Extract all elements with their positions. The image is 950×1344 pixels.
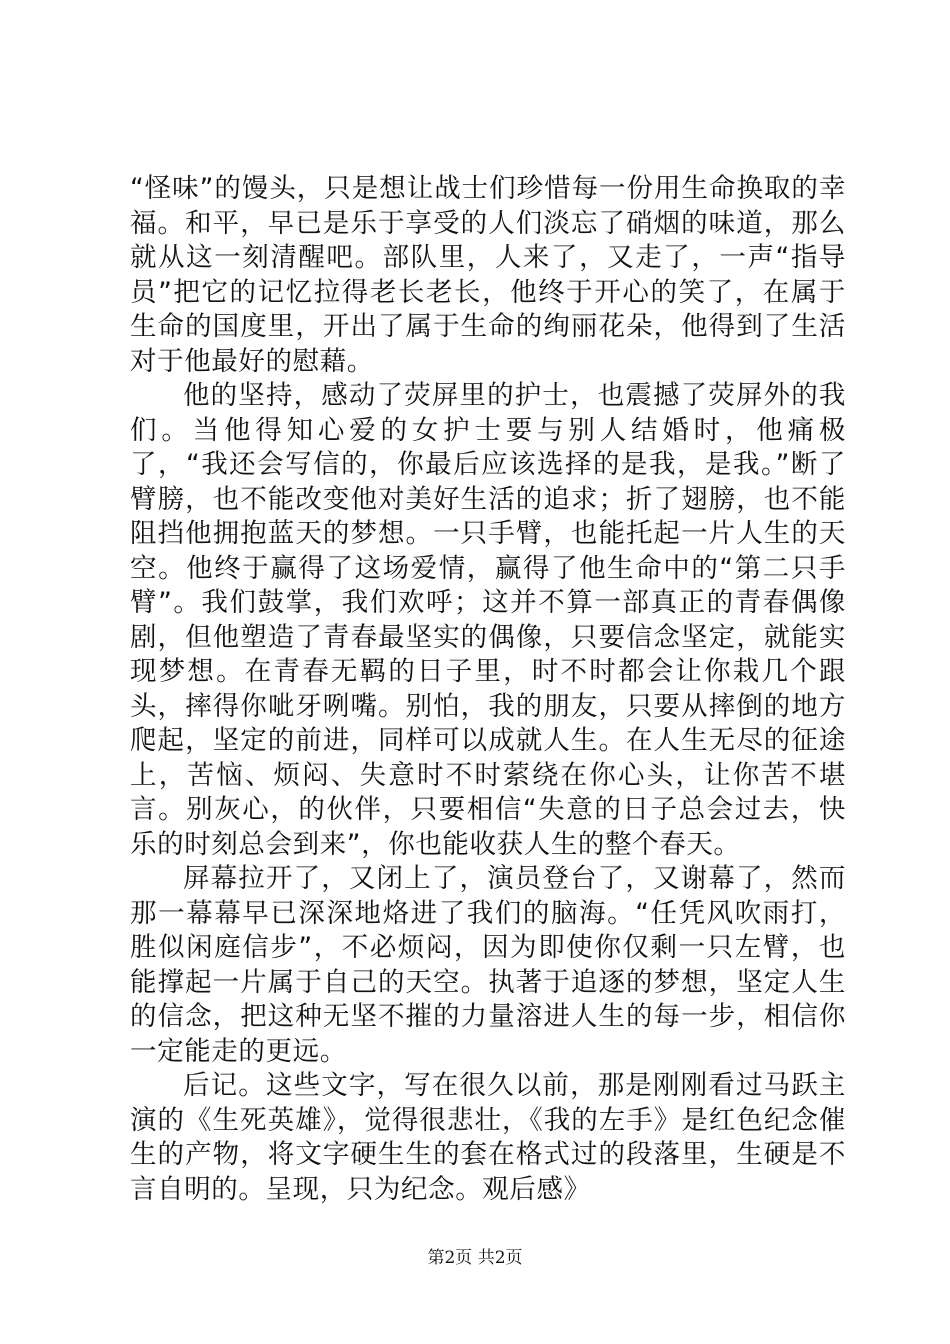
- paragraph-continuation: “怪味”的馒头，只是想让战士们珍惜每一份用生命换取的幸福。和平，早已是乐于享受的人们淡忘了硝烟的味道，那么就从这一刻清醒吧。部队里，人来了，又走了，一声“指导员”把它的记忆拉得老长老长，他终于开心的笑了，在属于生命的国度里，开出了属于生命的绚丽花朵，他得到了生活对于他最好的慰藉。: [130, 173, 846, 377]
- page-number-label: 第2页 共2页: [427, 1248, 523, 1268]
- paragraph-afterword: 后记。这些文字，写在很久以前，那是刚刚看过马跃主演的《生死英雄》，觉得很悲壮，《我的左手》是红色纪念催生的产物，将文字硬生生的套在格式过的段落里，生硬是不言自明的。呈现，只为纪念。观后感》: [130, 1070, 846, 1205]
- paragraph-curtain: 屏幕拉开了，又闭上了，演员登台了，又谢幕了，然而那一幕幕早已深深地烙进了我们的脑海。“任凭风吹雨打，胜似闲庭信步”，不必烦闷，因为即使你仅剩一只左臂，也能撑起一片属于自己的天空。执著于追逐的梦想，坚定人生的信念，把这种无坚不摧的力量溶进人生的每一步，相信你一定能走的更远。: [130, 863, 846, 1067]
- paragraph-persistence: 他的坚持，感动了荧屏里的护士，也震撼了荧屏外的我们。当他得知心爱的女护士要与别人结婚时，他痛极了，“我还会写信的，你最后应该选择的是我，是我。”断了臂膀，也不能改变他对美好生活的追求；折了翅膀，也不能阻挡他拥抱蓝天的梦想。一只手臂，也能托起一片人生的天空。他终于赢得了这场爱情，赢得了他生命中的“第二只手臂”。我们鼓掌，我们欢呼；这并不算一部真正的青春偶像剧，但他塑造了青春最坚实的偶像，只要信念坚定，就能实现梦想。在青春无羁的日子里，时不时都会让你栽几个跟头，摔得你呲牙咧嘴。别怕，我的朋友，只要从摔倒的地方爬起，坚定的前进，同样可以成就人生。在人生无尽的征途上，苦恼、烦闷、失意时不时萦绕在你心头，让你苦不堪言。别灰心，的伙伴，只要相信“失意的日子总会过去，快乐的时刻总会到来”，你也能收获人生的整个春天。: [130, 380, 846, 860]
- page-footer: [0, 1243, 950, 1268]
- document-body: [130, 172, 846, 1207]
